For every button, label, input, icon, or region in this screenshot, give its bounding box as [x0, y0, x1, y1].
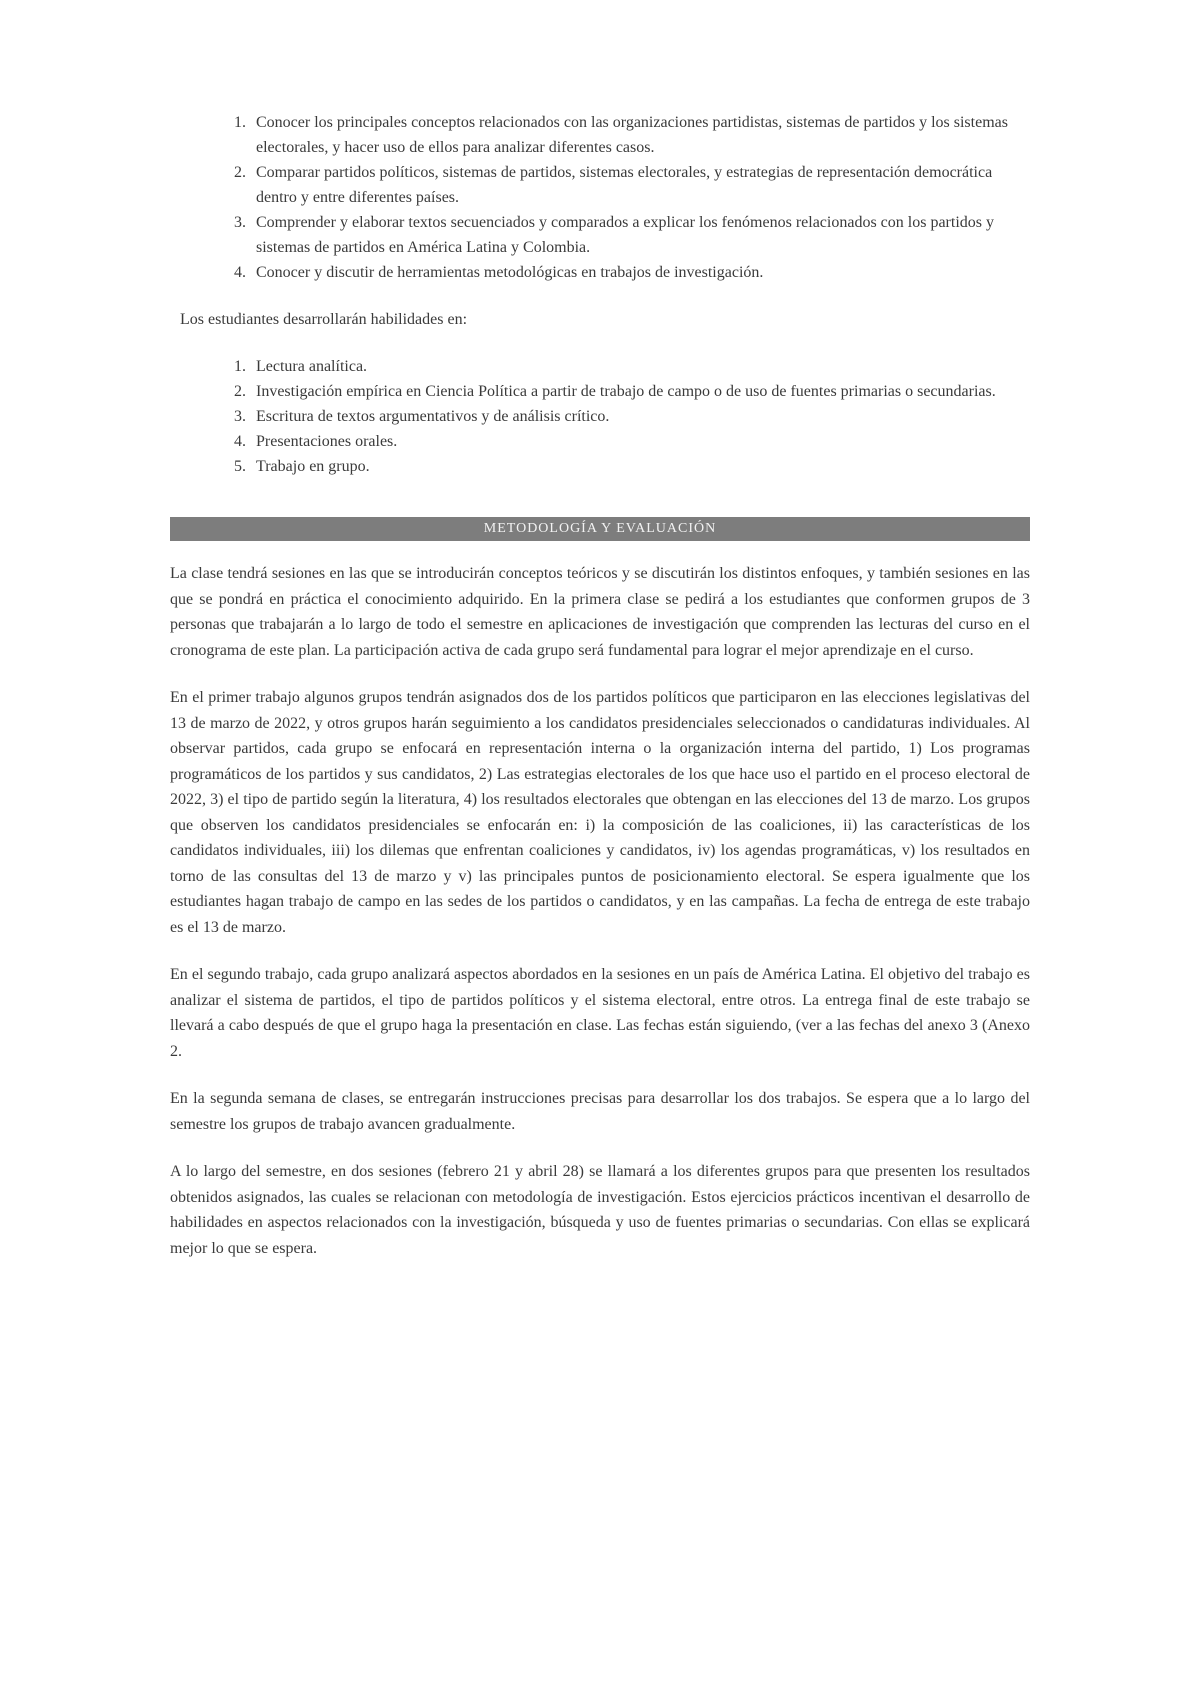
body-paragraph: En el primer trabajo algunos grupos tendrán asignados dos de los partidos políticos que participaron en las elecciones legislativas del 13 de marzo de 2022, y otros grupos harán seguimiento a los candidatos presidenciales seleccionados o candidaturas individuales. Al observar partidos, cada grupo se enfocará en representación interna o la organización interna del partido, 1) Los programas programáticos de los partidos y sus candidatos, 2) Las estrategias electorales de los que hace uso el partido en el proceso electoral de 2022, 3) el tipo de partido según la literatura, 4) los resultados electorales que obtengan en las elecciones del 13 de marzo. Los grupos que observen los candidatos presidenciales se enfocarán en: i) la composición de las coaliciones, ii) las características de los candidatos individuales, iii) los dilemas que enfrentan coaliciones y candidatos, iv) los agendas programáticas, v) los resultados en torno de las consultas del 13 de marzo y v) las principales puntos de posicionamiento electoral. Se espera igualmente que los estudiantes hagan trabajo de campo en las sedes de los partidos o candidatos, y en las campañas. La fecha de entrega de este trabajo es el 13 de marzo. [170, 689, 1030, 936]
body-paragraph: La clase tendrá sesiones en las que se introducirán conceptos teóricos y se discutirán los distintos enfoques, y también sesiones en las que se pondrá en práctica el conocimiento adquirido. En la primera clase se pedirá a los estudiantes que conformen grupos de 3 personas que trabajarán a lo largo de todo el semestre en aplicaciones de investigación que comprenden las lecturas del curso en el cronograma de este plan. La participación activa de cada grupo será fundamental para lograr el mejor aprendizaje en el curso. [170, 565, 1030, 659]
skill-item: 2. Investigación empírica en Ciencia Política a partir de trabajo de campo o de uso de fuentes primarias o secundarias. [250, 379, 1030, 404]
skills-intro: Los estudiantes desarrollarán habilidades en: [180, 311, 468, 328]
body-paragraph: En la segunda semana de clases, se entregarán instrucciones precisas para desarrollar los dos trabajos. Se espera que a lo largo del semestre los grupos de trabajo avancen gradualmente. [170, 1090, 1030, 1133]
page-content [170, 110, 1030, 1261]
skill-item: 5. Trabajo en grupo. [250, 454, 1030, 479]
objectives-list [170, 110, 1030, 285]
body-paragraph: A lo largo del semestre, en dos sesiones (febrero 21 y abril 28) se llamará a los diferentes grupos para que presenten los resultados obtenidos asignados, las cuales se relacionan con metodología de investigación. Estos ejercicios prácticos incentivan el desarrollo de habilidades en aspectos relacionados con la investigación, búsqueda y uso de fuentes primarias o secundarias. Con ellas se explicará mejor lo que se espera. [170, 1163, 1030, 1257]
section-title: METODOLOGÍA Y EVALUACIÓN [483, 521, 717, 536]
skills-list [170, 354, 1030, 479]
objective-item: 4. Conocer y discutir de herramientas metodológicas en trabajos de investigación. [250, 260, 1030, 285]
objective-item: 3. Comprender y elaborar textos secuenciados y comparados a explicar los fenómenos relacionados con los partidos y sistemas de partidos en América Latina y Colombia. [250, 210, 1030, 260]
objective-item: 2. Comparar partidos políticos, sistemas de partidos, sistemas electorales, y estrategias de representación democrática dentro y entre diferentes países. [250, 160, 1030, 210]
objective-item: 1. Conocer los principales conceptos relacionados con las organizaciones partidistas, sistemas de partidos y los sistemas electorales, y hacer uso de ellos para analizar diferentes casos. [250, 110, 1030, 160]
section-heading-bar [170, 517, 1030, 541]
skill-item: 3. Escritura de textos argumentativos y de análisis crítico. [250, 404, 1030, 429]
skill-item: 4. Presentaciones orales. [250, 429, 1030, 454]
skill-item: 1. Lectura analítica. [250, 354, 1030, 379]
body-paragraph: En el segundo trabajo, cada grupo analizará aspectos abordados en la sesiones en un país de América Latina. El objetivo del trabajo es analizar el sistema de partidos, el tipo de partidos políticos y el sistema electoral, entre otros. La entrega final de este trabajo se llevará a cabo después de que el grupo haga la presentación en clase. Las fechas están siguiendo, (ver a las fechas del anexo 3 (Anexo 2. [170, 966, 1030, 1060]
